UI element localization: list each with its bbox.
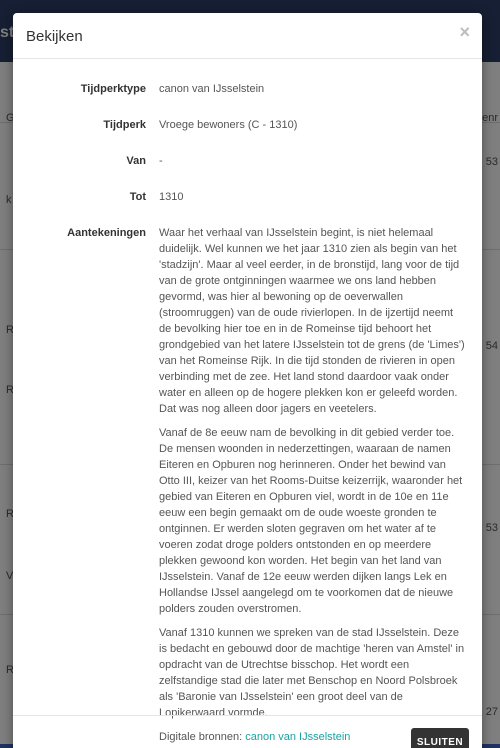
- field-row-aantekeningen: [27, 225, 468, 748]
- field-row-tijdperk: [27, 117, 468, 133]
- modal-header: [13, 13, 482, 59]
- field-value: -: [159, 155, 163, 167]
- notes-paragraph: Vanaf 1310 kunnen we spreken van de stad IJsselstein. Deze is bedacht en gebouwd door de machtige 'heren van Amstel' in opdracht van de Utrechtse bisschop. Het wordt een zelfstandige stad die later met Benschop en Noord Polsbroek als 'Baronie van IJsselstein' een groot deel van de Lopikerwaard vormde.: [159, 627, 465, 719]
- field-row-van: [27, 153, 468, 169]
- field-value: Vroege bewoners (C - 1310): [159, 119, 298, 131]
- notes-text: [159, 225, 468, 748]
- modal-title: Bekijken: [26, 28, 83, 45]
- close-icon[interactable]: ×: [459, 22, 470, 42]
- notes-paragraph: Waar het verhaal van IJsselstein begint, is niet helemaal duidelijk. Wel kunnen we het jaar 1310 zien als begin van het 'stadzijn'. Maar al veel eerder, in de bronstijd, lang voor de tijd van de grote ontginningen waarmee we ons land hebben gevormd, was hier al bewoning op de oeverwallen (stroomruggen) van de oude rivierlopen. In de ijzertijd neemt de bevolking hier toe en in de Romeinse tijd behoort het grondgebied van het latere IJsselstein tot de grens (de 'Limes') van het Romeinse Rijk. In die tijd stonden de rivieren in open verbinding met de zee. Het land stond daardoor vaak onder water en alleen op de hogere plekken kon er geleefd worden. Dat was nog alleen door jagers en veetelers.: [159, 227, 465, 415]
- close-button[interactable]: SLUITEN: [411, 728, 469, 748]
- field-value: 1310: [159, 191, 184, 203]
- field-label: Aantekeningen: [67, 227, 146, 239]
- field-label: Tot: [129, 191, 146, 203]
- field-row-tot: [27, 189, 468, 205]
- digital-sources-label: Digitale bronnen:: [159, 731, 243, 743]
- modal-body: [13, 59, 482, 748]
- field-label: Van: [126, 155, 146, 167]
- notes-paragraph: Vanaf de 8e eeuw nam de bevolking in dit gebied verder toe. De mensen woonden in nederzettingen, waaraan de namen Eiteren en Opburen nog herinneren. Onder het bewind van Otto III, keizer van het Rooms-Duitse keizerrijk, waaronder het gebied van Eiteren en Opburen viel, wordt in de 10e en 11e eeuw een begin gemaakt om de oude woeste gronden te ontginnen. Er werden sloten gegraven om het water af te voeren zodat droge polders ontstonden en op meerdere plekken gewoond kon worden. Het begin van het land van IJsselstein. Vanaf de 12e eeuw werden dijken langs Lek en Hollandse IJssel aangelegd om te voorkomen dat de nieuwe polders zouden overstromen.: [159, 427, 463, 615]
- view-modal: [13, 13, 482, 748]
- field-row-tijdperktype: [27, 81, 468, 97]
- modal-footer: [13, 715, 482, 748]
- field-label: Tijdperktype: [80, 83, 146, 95]
- field-value: canon van IJsselstein: [159, 83, 265, 95]
- digital-sources-link[interactable]: canon van IJsselstein: [245, 731, 351, 743]
- field-label: Tijdperk: [103, 119, 146, 131]
